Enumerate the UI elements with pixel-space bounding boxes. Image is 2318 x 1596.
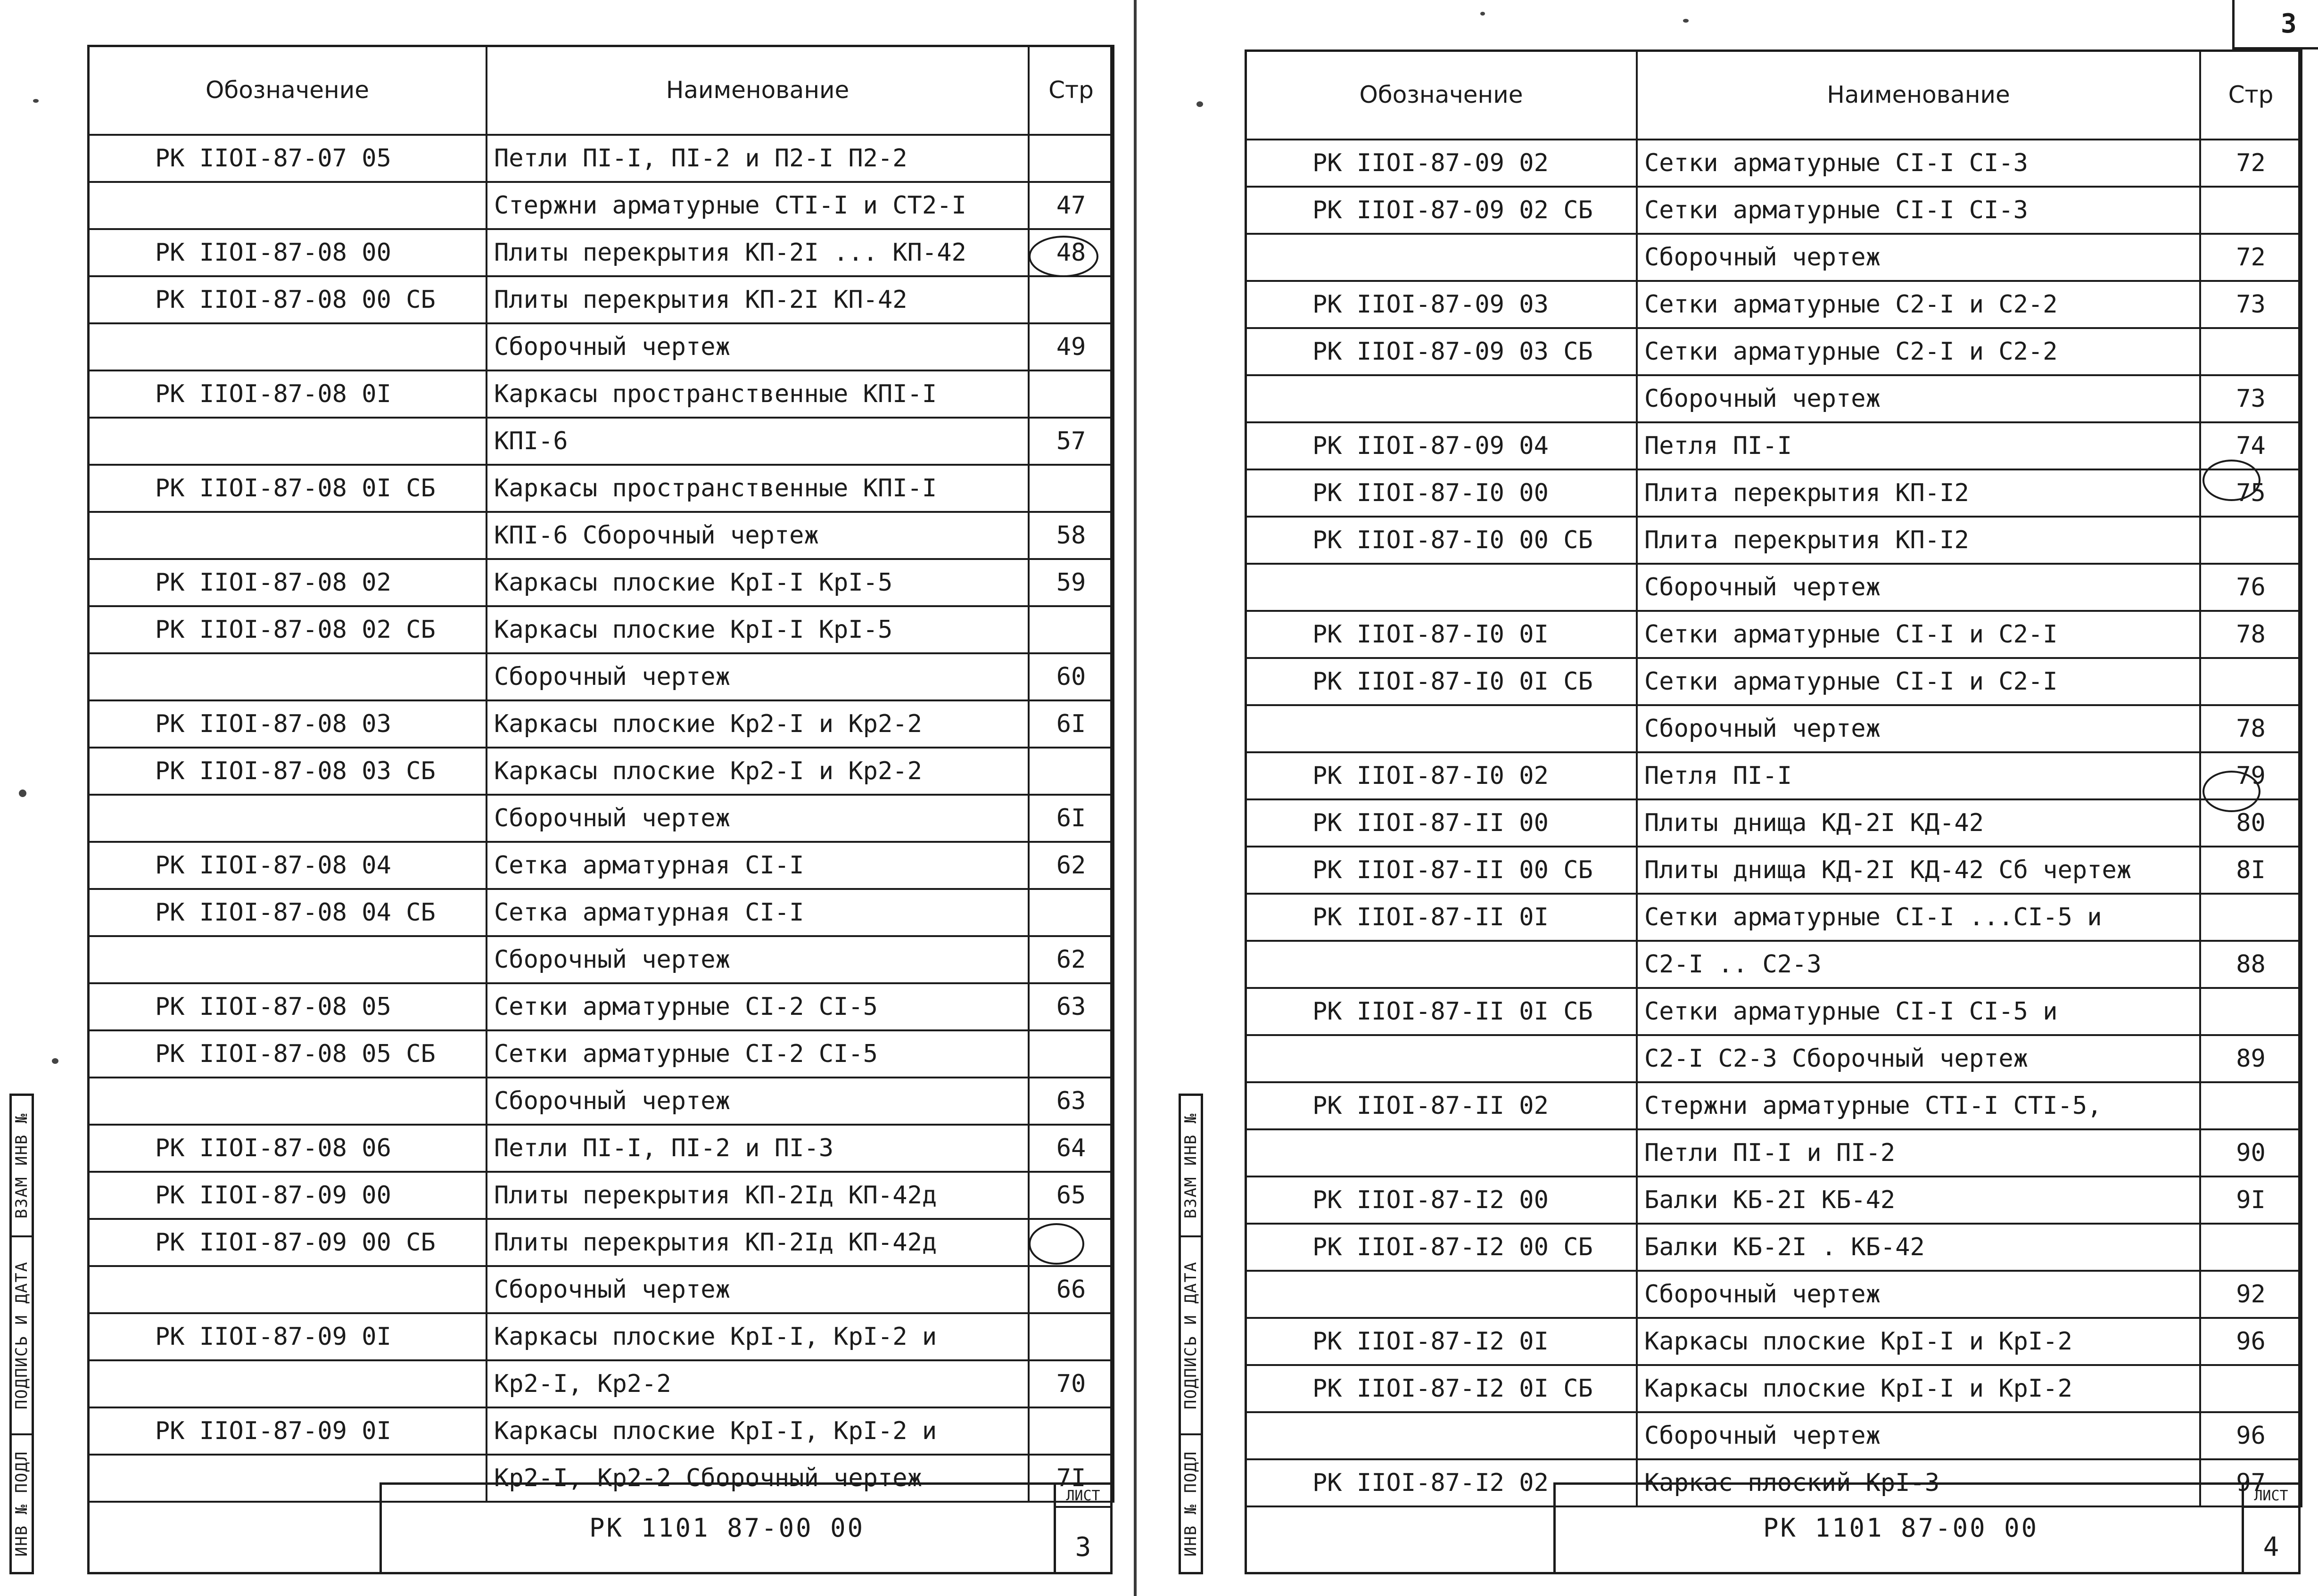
page-number-cell: 62	[1029, 936, 1114, 983]
scan-speck	[52, 1058, 58, 1064]
designation-cell: РК IIOI-87-II 00	[1246, 799, 1637, 847]
page-number-cell: 73	[2200, 375, 2302, 422]
original-inventory-cell	[12, 1435, 32, 1572]
designation-cell: РК IIOI-87-II 00 СБ	[1246, 847, 1637, 894]
table-row	[1246, 187, 2302, 234]
designation-cell: РК IIOI-87-08 0I	[88, 370, 487, 418]
table-row	[1246, 1176, 2302, 1224]
table-row	[1246, 847, 2302, 894]
designation-cell: РК IIOI-87-08 06	[88, 1125, 487, 1172]
table-row	[1246, 422, 2302, 469]
designation-cell	[88, 182, 487, 229]
name-cell: Сборочный чертеж	[1637, 705, 2200, 752]
table-row	[1246, 752, 2302, 799]
table-row	[1246, 140, 2302, 187]
page-circle-mark	[2203, 771, 2260, 812]
name-cell: Сборочный чертеж	[1637, 1271, 2200, 1318]
page-number-cell	[1029, 889, 1114, 936]
page-number-cell: 73	[2200, 281, 2302, 328]
designation-cell	[1246, 941, 1637, 988]
page-number-cell: 72	[2200, 234, 2302, 281]
page-number-cell: 60	[1029, 653, 1114, 700]
page-header: Стр	[1029, 46, 1114, 135]
name-cell: Каркасы пространственные КПI-I	[487, 465, 1029, 512]
name-cell: Сборочный чертеж	[1637, 564, 2200, 611]
right-side-stamp	[1179, 1094, 1203, 1574]
sheet-cell	[2242, 1485, 2298, 1572]
designation-cell	[1246, 375, 1637, 422]
designation-cell: РК IIOI-87-I0 00 СБ	[1246, 517, 1637, 564]
designation-cell	[88, 418, 487, 465]
table-row	[88, 889, 1114, 936]
name-cell: Сетки арматурные СI-I ...СI-5 и	[1637, 894, 2200, 941]
name-cell: С2-I .. С2-3	[1637, 941, 2200, 988]
corner-box	[2232, 0, 2318, 49]
table-row	[88, 983, 1114, 1030]
designation-cell	[1246, 234, 1637, 281]
name-cell: Сетки арматурные С2-I и С2-2	[1637, 281, 2200, 328]
designation-cell: РК IIOI-87-08 04 СБ	[88, 889, 487, 936]
page-number-cell: 47	[1029, 182, 1114, 229]
table-row	[88, 1172, 1114, 1219]
table-row	[1246, 1129, 2302, 1176]
name-cell: Сетки арматурные СI-I СI-5 и	[1637, 988, 2200, 1035]
designation-cell: РК IIOI-87-I2 00	[1246, 1176, 1637, 1224]
page-number-cell: 7I	[1029, 1455, 1114, 1502]
designation-cell	[88, 512, 487, 559]
page-number-cell	[2200, 658, 2302, 705]
table-row	[1246, 1082, 2302, 1129]
original-inventory-cell	[1181, 1435, 1201, 1572]
signature-date-label: ПОДПИСЬ И ДАТА	[12, 1261, 31, 1410]
page-number-cell: 63	[1029, 1078, 1114, 1125]
table-row	[88, 1266, 1114, 1313]
table-row	[1246, 1318, 2302, 1365]
designation-cell	[1246, 705, 1637, 752]
name-cell: Сборочный чертеж	[487, 936, 1029, 983]
table-row	[88, 653, 1114, 700]
designation-cell: РК IIOI-87-09 02	[1246, 140, 1637, 187]
page-number-cell	[1029, 1407, 1114, 1455]
designation-cell: РК IIOI-87-II 0I СБ	[1246, 988, 1637, 1035]
table-row	[88, 700, 1114, 748]
table-row	[88, 323, 1114, 370]
left-contents-table	[87, 45, 1114, 1503]
page-number-cell: 97	[2200, 1459, 2302, 1506]
table-row	[88, 1030, 1114, 1078]
table-row	[1246, 234, 2302, 281]
table-row	[88, 418, 1114, 465]
name-cell: Петля ПI-I	[1637, 752, 2200, 799]
scan-speck	[1480, 12, 1485, 16]
designation-cell: РК IIOI-87-08 04	[88, 842, 487, 889]
left-sheet	[0, 0, 1136, 1596]
name-cell: Плиты перекрытия КП-2I ... КП-42	[487, 229, 1029, 276]
table-header-row	[88, 46, 1114, 135]
name-cell: Стержни арматурные СТI-I СТI-5,	[1637, 1082, 2200, 1129]
name-cell: Плиты днища КД-2I КД-42	[1637, 799, 2200, 847]
name-cell: Кр2-I, Кр2-2	[487, 1360, 1029, 1407]
right-contents-table	[1245, 49, 2302, 1507]
designation-cell: РК IIOI-87-09 00	[88, 1172, 487, 1219]
page-number-cell	[2200, 1365, 2302, 1412]
designation-cell: РК IIOI-87-08 05	[88, 983, 487, 1030]
left-side-stamp	[9, 1094, 34, 1574]
replaced-inventory-cell	[12, 1096, 32, 1237]
page-circle-mark	[2203, 460, 2260, 501]
designation-cell	[1246, 1035, 1637, 1082]
name-cell: Плиты перекрытия КП-2Iд КП-42д	[487, 1172, 1029, 1219]
table-row	[88, 842, 1114, 889]
document-code: РК 1101 87-00 00	[589, 1513, 865, 1543]
designation-cell	[88, 323, 487, 370]
name-cell: Сборочный чертеж	[487, 795, 1029, 842]
name-header: Наименование	[1637, 50, 2200, 140]
replaced-inventory-label: ВЗАМ ИНВ №	[12, 1112, 31, 1219]
page-number-cell: 96	[2200, 1318, 2302, 1365]
table-row	[1246, 469, 2302, 517]
name-cell: Балки КБ-2I . КБ-42	[1637, 1224, 2200, 1271]
name-cell: Каркасы пространственные КПI-I	[487, 370, 1029, 418]
table-row	[1246, 564, 2302, 611]
name-cell: Петли ПI-I, ПI-2 и ПI-3	[487, 1125, 1029, 1172]
page-number-cell: 80	[2200, 799, 2302, 847]
designation-cell	[1246, 1129, 1637, 1176]
designation-cell: РК IIOI-87-08 0I СБ	[88, 465, 487, 512]
page-number-cell	[1029, 606, 1114, 653]
designation-cell: РК IIOI-87-I2 0I	[1246, 1318, 1637, 1365]
table-row	[1246, 894, 2302, 941]
designation-cell: РК IIOI-87-I0 0I СБ	[1246, 658, 1637, 705]
page-number-cell	[1029, 465, 1114, 512]
designation-cell	[1246, 564, 1637, 611]
name-cell: Каркасы плоские Кр2-I и Кр2-2	[487, 700, 1029, 748]
table-row	[1246, 281, 2302, 328]
page-number-cell: 59	[1029, 559, 1114, 606]
name-cell: Сетки арматурные СI-I и С2-I	[1637, 658, 2200, 705]
original-inventory-label: ИНВ № ПОДЛ	[1181, 1450, 1200, 1557]
designation-cell	[88, 795, 487, 842]
name-cell: Плиты перекрытия КП-2I КП-42	[487, 276, 1029, 323]
page-number-cell: 48	[1029, 229, 1114, 276]
table-row	[88, 795, 1114, 842]
name-cell: Петля ПI-I	[1637, 422, 2200, 469]
right-title-block	[1553, 1482, 2301, 1574]
page-number-cell: 64	[1029, 1125, 1114, 1172]
page-number-cell: 75	[2200, 469, 2302, 517]
table-row	[88, 1219, 1114, 1266]
table-row	[88, 936, 1114, 983]
designation-cell: РК IIOI-87-II 0I	[1246, 894, 1637, 941]
table-row	[88, 182, 1114, 229]
page-number-cell: 9I	[2200, 1176, 2302, 1224]
name-cell: Сетки арматурные СI-2 СI-5	[487, 1030, 1029, 1078]
page-number-cell	[2200, 894, 2302, 941]
table-header-row	[1246, 50, 2302, 140]
page-number-cell: 78	[2200, 611, 2302, 658]
page-number-cell	[2200, 328, 2302, 375]
name-cell: Каркасы плоские КрI-I, КрI-2 и	[487, 1313, 1029, 1360]
table-row	[88, 559, 1114, 606]
page-number-cell: 70	[1029, 1360, 1114, 1407]
page-number-cell: 76	[2200, 564, 2302, 611]
name-cell: Сборочный чертеж	[1637, 1412, 2200, 1459]
scan-speck	[1196, 101, 1203, 107]
page-number-cell: 6I	[1029, 700, 1114, 748]
name-cell: Сборочный чертеж	[1637, 375, 2200, 422]
name-cell: Петли ПI-I, ПI-2 и П2-I П2-2	[487, 135, 1029, 182]
designation-cell: РК IIOI-87-08 02 СБ	[88, 606, 487, 653]
designation-cell	[1246, 1271, 1637, 1318]
name-cell: Каркасы плоские КрI-I и КрI-2	[1637, 1318, 2200, 1365]
designation-cell: РК IIOI-87-I2 0I СБ	[1246, 1365, 1637, 1412]
page-circle-mark	[1029, 1223, 1084, 1265]
page-number-cell	[1029, 1030, 1114, 1078]
page-number-cell: 66	[1029, 1266, 1114, 1313]
table-row	[88, 465, 1114, 512]
page-number-cell: 74	[2200, 422, 2302, 469]
document-code: РК 1101 87-00 00	[1763, 1513, 2039, 1543]
page-number-cell: 62	[1029, 842, 1114, 889]
designation-cell: РК IIOI-87-08 05 СБ	[88, 1030, 487, 1078]
table-row	[1246, 1035, 2302, 1082]
page-number-cell: 78	[2200, 705, 2302, 752]
name-cell: Сборочный чертеж	[487, 653, 1029, 700]
page-number-cell	[1029, 276, 1114, 323]
name-cell: Каркасы плоские КрI-I КрI-5	[487, 606, 1029, 653]
page-number-cell: 89	[2200, 1035, 2302, 1082]
page-number-cell: 88	[2200, 941, 2302, 988]
table-row	[88, 748, 1114, 795]
table-row	[88, 1407, 1114, 1455]
table-row	[88, 1078, 1114, 1125]
name-cell: Плита перекрытия КП-I2	[1637, 517, 2200, 564]
page-number-cell: 65	[1029, 1172, 1114, 1219]
designation-cell: РК IIOI-87-08 00 СБ	[88, 276, 487, 323]
page-circle-mark	[1029, 236, 1098, 277]
left-title-block	[379, 1482, 1113, 1574]
table-row	[1246, 705, 2302, 752]
scan-speck	[19, 790, 26, 797]
designation-cell: РК IIOI-87-09 00 СБ	[88, 1219, 487, 1266]
name-cell: Каркасы плоские КрI-I, КрI-2 и	[487, 1407, 1029, 1455]
sheet-number: 4	[2263, 1532, 2279, 1563]
page-number-cell: 57	[1029, 418, 1114, 465]
designation-cell	[88, 1360, 487, 1407]
table-row	[88, 512, 1114, 559]
table-row	[1246, 1224, 2302, 1271]
page-number-cell	[1029, 1313, 1114, 1360]
name-cell: Каркас плоский КрI-3	[1637, 1459, 2200, 1506]
designation-cell: РК IIOI-87-I0 0I	[1246, 611, 1637, 658]
name-header: Наименование	[487, 46, 1029, 135]
designation-cell: РК IIOI-87-II 02	[1246, 1082, 1637, 1129]
name-cell: Плита перекрытия КП-I2	[1637, 469, 2200, 517]
page-number-cell: 92	[2200, 1271, 2302, 1318]
name-cell: Сетка арматурная СI-I	[487, 889, 1029, 936]
designation-cell: РК IIOI-87-09 04	[1246, 422, 1637, 469]
designation-cell	[88, 1078, 487, 1125]
designation-cell: РК IIOI-87-09 02 СБ	[1246, 187, 1637, 234]
designation-cell	[88, 653, 487, 700]
sheet-label: ЛИСТ	[1056, 1488, 1110, 1508]
table-row	[88, 1360, 1114, 1407]
sheet-cell	[1054, 1485, 1110, 1572]
name-cell: Сетки арматурные СI-I СI-3	[1637, 187, 2200, 234]
page-number-cell	[1029, 748, 1114, 795]
page-number-cell: 6I	[1029, 795, 1114, 842]
name-cell: Плиты днища КД-2I КД-42 Сб чертеж	[1637, 847, 2200, 894]
name-cell: Плиты перекрытия КП-2Iд КП-42д	[487, 1219, 1029, 1266]
page-number-cell: 72	[2200, 140, 2302, 187]
page-number-cell: 58	[1029, 512, 1114, 559]
table-row	[1246, 941, 2302, 988]
table-row	[1246, 988, 2302, 1035]
page-number-cell: 90	[2200, 1129, 2302, 1176]
name-cell: КПI-6 Сборочный чертеж	[487, 512, 1029, 559]
table-row	[88, 229, 1114, 276]
page-number-cell	[2200, 988, 2302, 1035]
table-row	[88, 135, 1114, 182]
page-header: Стр	[2200, 50, 2302, 140]
page-number-cell	[1029, 370, 1114, 418]
designation-cell: РК IIOI-87-08 00	[88, 229, 487, 276]
designation-cell: РК IIOI-87-09 03 СБ	[1246, 328, 1637, 375]
page-number-cell	[2200, 517, 2302, 564]
corner-number: 3	[2281, 8, 2297, 39]
table-row	[88, 276, 1114, 323]
table-row	[88, 1313, 1114, 1360]
page-number-cell: 96	[2200, 1412, 2302, 1459]
name-cell: Сетки арматурные СI-I и С2-I	[1637, 611, 2200, 658]
name-cell: Сетки арматурные СI-I СI-3	[1637, 140, 2200, 187]
page-number-cell: 63	[1029, 983, 1114, 1030]
name-cell: КПI-6	[487, 418, 1029, 465]
page-number-cell: 79	[2200, 752, 2302, 799]
signature-date-label: ПОДПИСЬ И ДАТА	[1181, 1261, 1200, 1410]
designation-cell: РК IIOI-87-09 0I	[88, 1313, 487, 1360]
table-row	[1246, 1365, 2302, 1412]
page-number-cell: 8I	[2200, 847, 2302, 894]
name-cell: Сетки арматурные С2-I и С2-2	[1637, 328, 2200, 375]
designation-cell: РК IIOI-87-I0 02	[1246, 752, 1637, 799]
signature-date-cell	[12, 1237, 32, 1435]
name-cell: Сборочный чертеж	[487, 1078, 1029, 1125]
name-cell: Петли ПI-I и ПI-2	[1637, 1129, 2200, 1176]
replaced-inventory-label: ВЗАМ ИНВ №	[1181, 1112, 1200, 1219]
name-cell: Сборочный чертеж	[1637, 234, 2200, 281]
designation-cell: РК IIOI-87-08 03	[88, 700, 487, 748]
original-inventory-label: ИНВ № ПОДЛ	[12, 1450, 31, 1557]
sheet-label: ЛИСТ	[2244, 1488, 2298, 1508]
name-cell: Сетки арматурные СI-2 СI-5	[487, 983, 1029, 1030]
table-row	[88, 1125, 1114, 1172]
name-cell: Стержни арматурные СТI-I и СТ2-I	[487, 182, 1029, 229]
table-row	[88, 606, 1114, 653]
page-number-cell	[2200, 1224, 2302, 1271]
designation-cell: РК IIOI-87-I2 00 СБ	[1246, 1224, 1637, 1271]
name-cell: Сборочный чертеж	[487, 323, 1029, 370]
right-sheet	[1150, 0, 2318, 1596]
sheet-number: 3	[1075, 1532, 1091, 1563]
name-cell: Каркасы плоские Кр2-I и Кр2-2	[487, 748, 1029, 795]
designation-cell: РК IIOI-87-07 05	[88, 135, 487, 182]
table-row	[1246, 375, 2302, 422]
designation-cell	[88, 936, 487, 983]
name-cell: С2-I С2-3 Сборочный чертеж	[1637, 1035, 2200, 1082]
page-number-cell	[2200, 187, 2302, 234]
designation-cell	[1246, 1412, 1637, 1459]
replaced-inventory-cell	[1181, 1096, 1201, 1237]
table-row	[1246, 1412, 2302, 1459]
name-cell: Каркасы плоские КрI-I и КрI-2	[1637, 1365, 2200, 1412]
designation-cell: РК IIOI-87-08 02	[88, 559, 487, 606]
table-row	[1246, 517, 2302, 564]
designation-cell: РК IIOI-87-09 03	[1246, 281, 1637, 328]
table-row	[1246, 799, 2302, 847]
table-row	[1246, 658, 2302, 705]
designation-cell: РК IIOI-87-08 03 СБ	[88, 748, 487, 795]
name-cell: Сетка арматурная СI-I	[487, 842, 1029, 889]
scan-speck	[1683, 19, 1689, 23]
name-cell: Сборочный чертеж	[487, 1266, 1029, 1313]
designation-cell: РК IIOI-87-I0 00	[1246, 469, 1637, 517]
designation-cell	[88, 1266, 487, 1313]
table-row	[88, 370, 1114, 418]
designation-header: Обозначение	[1246, 50, 1637, 140]
table-row	[1246, 1271, 2302, 1318]
page-number-cell: 49	[1029, 323, 1114, 370]
designation-header: Обозначение	[88, 46, 487, 135]
designation-cell: РК IIOI-87-I2 02	[1246, 1459, 1637, 1506]
name-cell: Каркасы плоские КрI-I КрI-5	[487, 559, 1029, 606]
table-row	[1246, 328, 2302, 375]
name-cell: Балки КБ-2I КБ-42	[1637, 1176, 2200, 1224]
table-row	[1246, 611, 2302, 658]
name-cell: Кр2-I, Кр2-2 Сборочный чертеж	[487, 1455, 1029, 1502]
page-number-cell	[2200, 1082, 2302, 1129]
signature-date-cell	[1181, 1237, 1201, 1435]
scan-speck	[33, 99, 39, 103]
designation-cell: РК IIOI-87-09 0I	[88, 1407, 487, 1455]
page-number-cell	[1029, 135, 1114, 182]
